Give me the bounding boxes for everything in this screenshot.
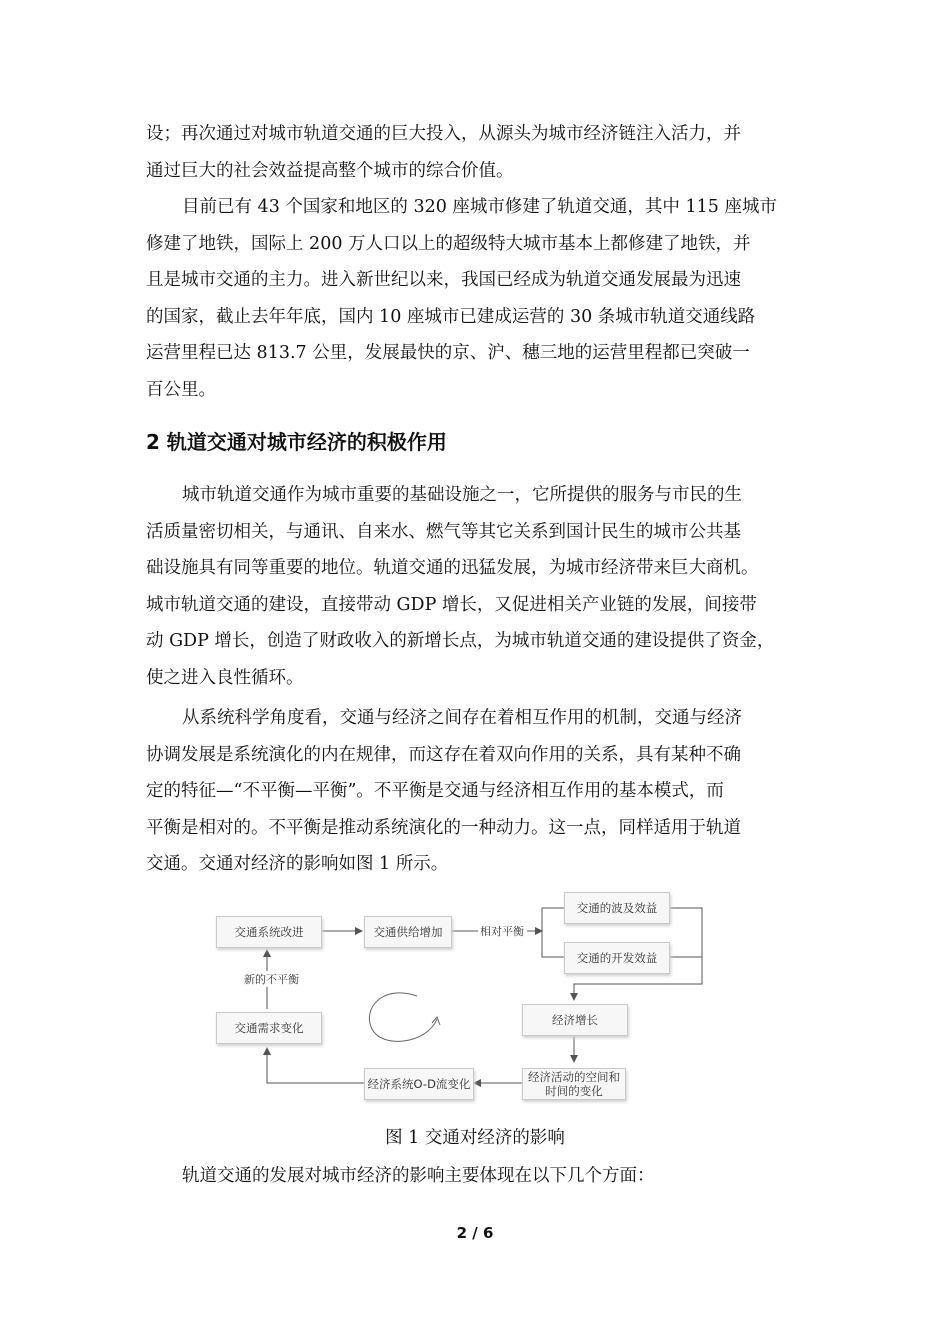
text-line: 城市轨道交通作为城市重要的基础设施之一，它所提供的服务与市民的生 [182, 485, 742, 505]
text-line: 从系统科学角度看，交通与经济之间存在着相互作用的机制，交通与经济 [182, 708, 742, 728]
box-develop-benefit: 交通的开发效益 [564, 942, 670, 974]
flow-diagram [212, 884, 742, 1106]
box-system-improve: 交通系统改进 [216, 916, 322, 948]
text-line: 的国家，截止去年年底，国内 10 座城市已建成运营的 30 条城市轨道交通线路 [146, 306, 756, 327]
box-od-change: 经济系统O-D流变化 [364, 1068, 474, 1100]
text-line: 定的特征—“不平衡—平衡”。不平衡是交通与经济相互作用的基本模式，而 [146, 781, 724, 801]
text-line: 础设施具有同等重要的地位。轨道交通的迅猛发展，为城市经济带来巨大商机。 [146, 558, 759, 578]
text-line: 目前已有 43 个国家和地区的 320 座城市修建了轨道交通，其中 115 座城市 [182, 197, 777, 217]
text-line: 设；再次通过对城市轨道交通的巨大投入，从源头为城市经济链注入活力，并 [146, 124, 741, 144]
text-line: 使之进入良性循环。 [146, 667, 304, 688]
box-activity-change: 经济活动的空间和时间的变化 [522, 1068, 626, 1100]
section-heading: 2 轨道交通对城市经济的积极作用 [146, 430, 447, 454]
box-demand-change: 交通需求变化 [216, 1012, 322, 1044]
figure-caption: 图 1 交通对经济的影响 [385, 1128, 565, 1148]
text-line: 运营里程已达 813.7 公里，发展最快的京、沪、穗三地的运营里程都已突破一 [146, 343, 750, 363]
label-new-imbalance: 新的不平衡 [244, 973, 299, 986]
box-economy-growth: 经济增长 [522, 1004, 628, 1036]
text-line: 协调发展是系统演化的内在规律，而这存在着双向作用的关系，具有某种不确 [146, 744, 741, 765]
paragraph-3 [146, 477, 808, 696]
box-supply-increase: 交通供给增加 [364, 916, 452, 948]
text-line: 百公里。 [146, 379, 216, 400]
label-relative-balance: 相对平衡 [480, 925, 524, 938]
cycle-icon [369, 993, 437, 1041]
text-line: 修建了地铁，国际上 200 万人口以上的超级特大城市基本上都修建了地铁，并 [146, 233, 751, 254]
text-line: 轨道交通的发展对城市经济的影响主要体现在以下几个方面： [182, 1166, 655, 1186]
paragraph-4 [146, 700, 808, 883]
text-line: 活质量密切相关，与通讯、自来水、燃气等其它关系到国计民生的城市公共基 [146, 521, 741, 542]
paragraph-2 [146, 189, 808, 408]
text-line: 动 GDP 增长，创造了财政收入的新增长点，为城市轨道交通的建设提供了资金， [146, 631, 775, 651]
text-line: 交通。交通对经济的影响如图 1 所示。 [146, 854, 449, 874]
arrow-od-to-demand [267, 1048, 364, 1083]
page-number: 2 / 6 [456, 1224, 494, 1242]
bracket-right [670, 908, 702, 957]
text-line: 且是城市交通的主力。进入新世纪以来，我国已经成为轨道交通发展最为迅速 [146, 270, 741, 290]
text-line: 城市轨道交通的建设，直接带动 GDP 增长，又促进相关产业链的发展，间接带 [146, 594, 757, 615]
box-spread-benefit: 交通的波及效益 [564, 892, 670, 924]
text-line: 通过巨大的社会效益提高整个城市的综合价值。 [146, 160, 514, 181]
paragraph-1 [146, 116, 808, 189]
bracket-left [542, 908, 564, 957]
text-line: 平衡是相对的。不平衡是推动系统演化的一种动力。这一点，同样适用于轨道 [146, 817, 741, 838]
